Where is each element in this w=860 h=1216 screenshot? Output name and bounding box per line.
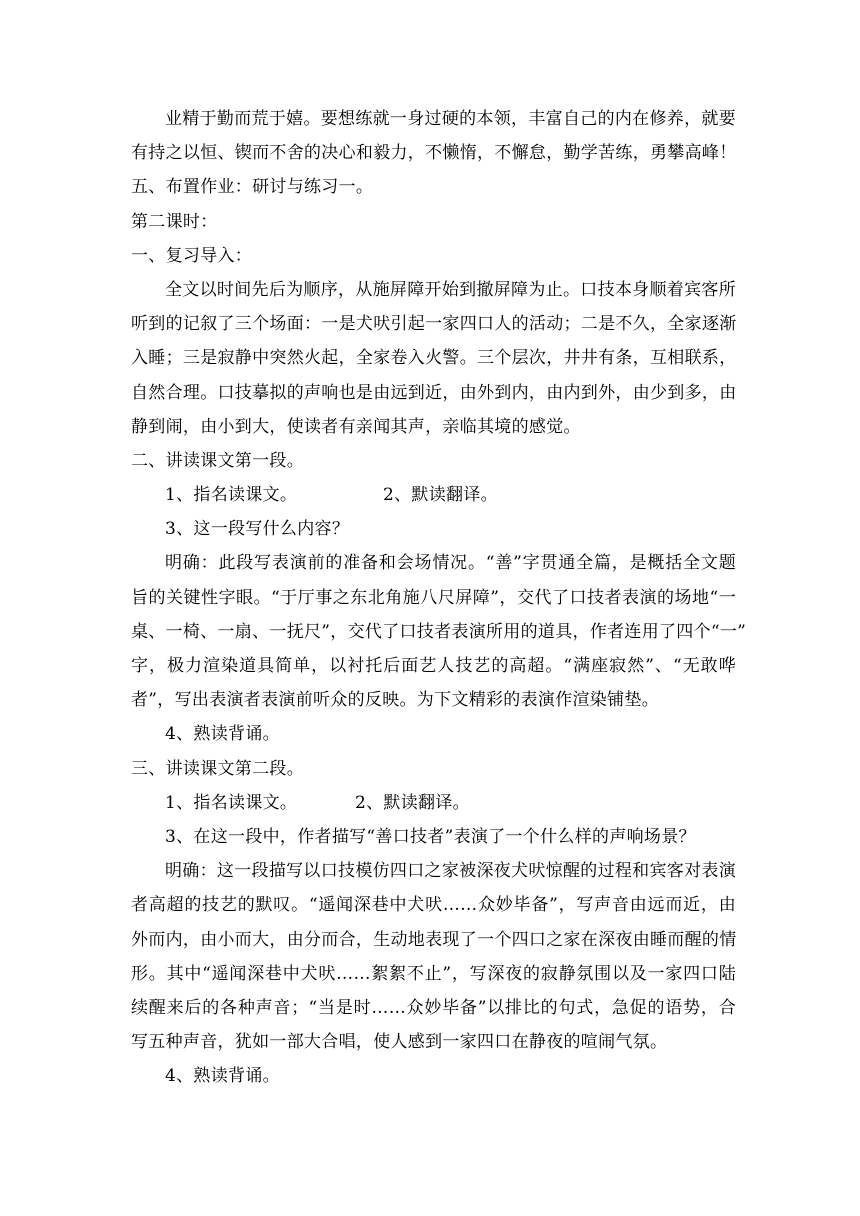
paragraph-line: 听到的记叙了三个场面：一是犬吠引起一家四口人的活动；二是不久，全家逐渐 (131, 314, 737, 335)
section-heading: 二、讲读课文第一段。 (131, 450, 304, 471)
paragraph-line: 旨的关键性字眼。“于厅事之东北角施八尺屏障”，交代了口技者表演的场地“一 (131, 587, 736, 608)
list-item: 3、这一段写什么内容？ (165, 519, 350, 540)
list-item: 2、默读翻译。 (355, 792, 470, 813)
paragraph-line: 明确：这一段描写以口技模仿四口之家被深夜犬吠惊醒的过程和宾客对表演 (165, 861, 736, 882)
paragraph-line: 者”，写出表演者表演前听众的反映。为下文精彩的表演作渲染铺垫。 (131, 690, 659, 711)
paragraph-line: 者高超的技艺的默叹。“遥闻深巷中犬吠……众妙毕备”，写声音由远而近，由 (131, 895, 736, 916)
paragraph-line: 有持之以恒、锲而不舍的决心和毅力，不懒惰，不懈怠，勤学苦练，勇攀高峰！ (131, 143, 737, 164)
list-item: 2、默读翻译。 (383, 485, 498, 506)
paragraph-line: 自然合理。口技摹拟的声响也是由远到近，由外到内，由内到外，由少到多，由 (131, 382, 737, 403)
list-item: 3、在这一段中，作者描写“善口技者”表演了一个什么样的声响场景？ (165, 826, 696, 847)
list-item: 4、熟读背诵。 (165, 724, 280, 745)
list-item: 4、熟读背诵。 (165, 1066, 280, 1087)
paragraph-line: 业精于勤而荒于嬉。要想练就一身过硬的本领，丰富自己的内在修养，就要 (165, 109, 736, 129)
document-body (131, 102, 747, 1093)
paragraph-line: 字，极力渲染道具简单，以衬托后面艺人技艺的高超。“满座寂然”、“无敢哗 (131, 656, 736, 676)
paragraph-line: 写五种声音，犹如一部大合唱，使人感到一家四口在静夜的喧闹气氛。 (131, 1032, 668, 1053)
section-heading: 一、复习导入： (131, 245, 253, 266)
lesson-heading: 第二课时： (131, 211, 218, 232)
list-item-pair (131, 786, 736, 820)
paragraph-line: 外而内，由小而大，由分而合，生动地表现了一个四口之家在深夜由睡而醒的情 (131, 929, 737, 950)
paragraph-line: 静到闹，由小到大，使读者有亲闻其声，亲临其境的感觉。 (131, 416, 581, 437)
section-heading: 五、布置作业：研讨与练习一。 (131, 177, 374, 198)
list-item: 1、指名读课文。 (165, 792, 298, 813)
list-item: 1、指名读课文。 (165, 485, 298, 506)
paragraph-line: 形。其中“遥闻深巷中犬吠……絮絮不止”，写深夜的寂静氛围以及一家四口陆 (131, 963, 736, 984)
section-heading: 三、讲读课文第二段。 (131, 758, 304, 779)
paragraph-line: 入睡；三是寂静中突然火起，全家卷入火警。三个层次，井井有条，互相联系， (131, 348, 737, 369)
paragraph-line: 全文以时间先后为顺序，从施屏障开始到撤屏障为止。口技本身顺着宾客所 (165, 279, 736, 300)
paragraph-line: 续醒来后的各种声音；“当是时……众妙毕备”以排比的句式，急促的语势，合 (131, 997, 736, 1018)
paragraph-line: 明确：此段写表演前的准备和会场情况。“善”字贯通全篇，是概括全文题 (165, 553, 736, 574)
paragraph-line: 桌、一椅、一扇、一抚尺”，交代了口技者表演所用的道具，作者连用了四个“一” (131, 621, 747, 642)
list-item-pair (131, 478, 736, 512)
